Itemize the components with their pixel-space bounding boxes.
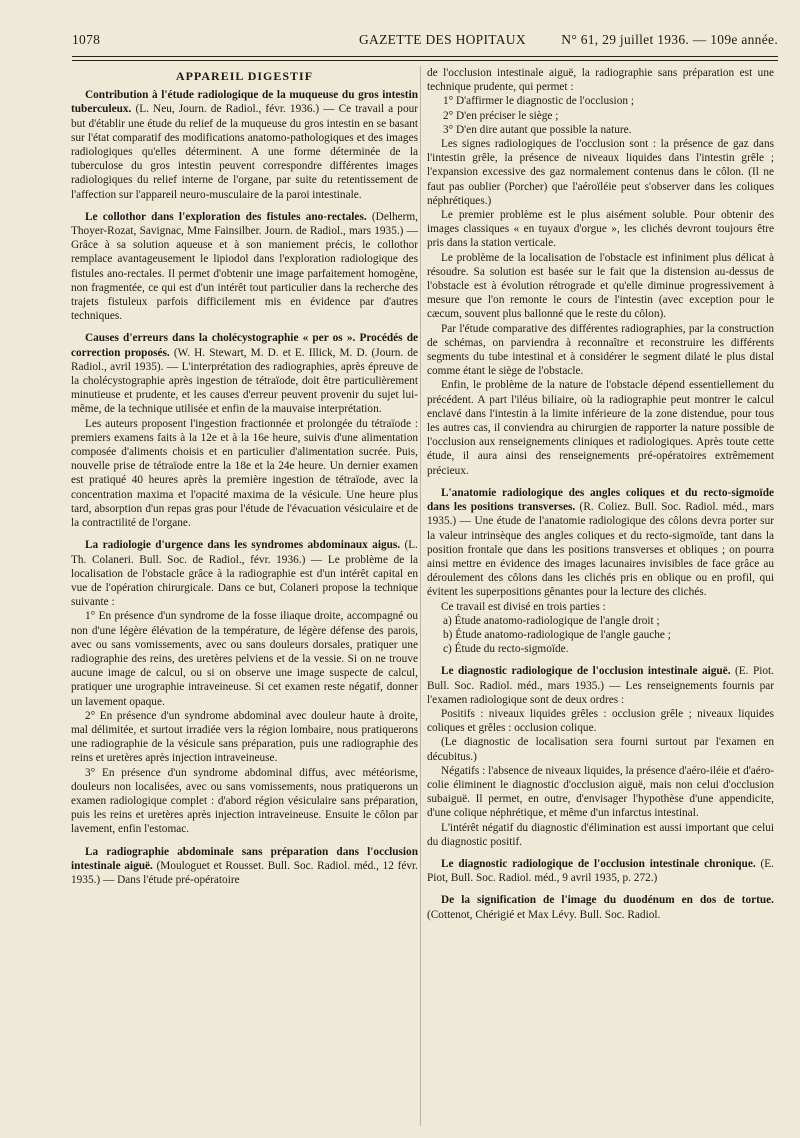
article-title: Causes d'erreurs dans la cholécystographie « per os ». Procédés de correction proposés. bbox=[71, 332, 418, 359]
body-paragraph bbox=[427, 66, 774, 94]
article-paragraph bbox=[427, 664, 774, 707]
paragraph-text: (Cottenot, Chérigié et Max Lévy. Bull. Soc. Radiol. bbox=[427, 908, 661, 921]
paragraph-text: 1° D'affirmer le diagnostic de l'occlusion ; bbox=[443, 95, 634, 108]
body-paragraph bbox=[427, 322, 774, 379]
body-paragraph bbox=[427, 735, 774, 763]
article-gap bbox=[71, 323, 418, 331]
article-title: La radiographie abdominale sans préparation dans l'occlusion intestinale aiguë. bbox=[71, 845, 418, 872]
section-title: APPAREIL DIGESTIF bbox=[175, 69, 314, 83]
running-header bbox=[72, 32, 778, 54]
paragraph-text: c) Étude du recto-sigmoïde. bbox=[443, 643, 569, 656]
left-column bbox=[71, 66, 418, 887]
paragraph-text: (W. H. Stewart, M. D. et E. Illick, M. D. (Journ. de Radiol., avril 1935). — L'interprétation des radiographies, après épreuve de la cholécystographie après ingestion de tétraïode, doit être particulièrement minutieuse et prudente, et les causes d'erreur peuvent provenir du sujet lui-même, de la technique utilisée et enfin de la mauvaise interprétation. bbox=[71, 346, 418, 416]
header-rule bbox=[72, 56, 778, 57]
article-paragraph bbox=[71, 331, 418, 416]
article-paragraph bbox=[427, 486, 774, 600]
paragraph-text: a) Étude anatomo-radiologique de l'angle droit ; bbox=[443, 614, 660, 627]
paragraph-text: (R. Coliez. Bull. Soc. Radiol. méd., mars 1935.) — Une étude de l'anatomie radiologique des côlons devra porter sur la valeur intrinsèque des angles coliques et du recto-sigmoïde, tant dans la position frontale que dans les positions transverses et obliques ; on pourra ainsi mettre en évidence des images lacunaires invisibles de face grâce au déroulement des côlons dans les clichés pris en oblique ou en profil, qui évitent les superpositions gênantes pour la lecture des clichés. bbox=[427, 501, 774, 599]
body-paragraph bbox=[71, 766, 418, 837]
article-title: De la signification de l'image du duodénum en dos de tortue. bbox=[441, 894, 774, 907]
paragraph-text: b) Étude anatomo-radiologique de l'angle gauche ; bbox=[443, 628, 671, 641]
article-title: Le collothor dans l'exploration des fistules ano-rectales. bbox=[85, 210, 367, 223]
right-column bbox=[427, 66, 774, 922]
body-paragraph bbox=[71, 609, 418, 708]
body-paragraph bbox=[427, 109, 774, 123]
body-paragraph bbox=[427, 628, 774, 642]
column-divider bbox=[420, 66, 421, 1126]
article-gap bbox=[427, 656, 774, 664]
body-paragraph bbox=[427, 208, 774, 251]
body-paragraph bbox=[427, 251, 774, 322]
article-paragraph bbox=[71, 210, 418, 324]
article-title: Contribution à l'étude radiologique de la muqueuse du gros intestin tuberculeux. bbox=[71, 89, 418, 116]
paragraph-text: Par l'étude comparative des différentes radiographies, par la construction de schémas, on parviendra à reconnaître et reconstruire les différents segments du tube intestinal et à considérer le segment dilaté le plus distal comme étant le siège de l'obstacle. bbox=[427, 322, 774, 378]
issue-info: N° 61, 29 juillet 1936. — 109e année. bbox=[561, 32, 778, 47]
paragraph-text: Les signes radiologiques de l'occlusion sont : la présence de gaz dans l'intestin grêle, la présence de niveaux liquides dans l'intestin grêle ; l'expansion excessive des gaz normalement contenus dans le côlon. (Il ne faut pas oublier (Porcher) que l'aéroïléie peut s'observer dans les coliques néphrétiques.) bbox=[427, 138, 774, 207]
body-paragraph bbox=[427, 764, 774, 821]
article-title: Le diagnostic radiologique de l'occlusion intestinale aiguë. bbox=[441, 665, 731, 678]
body-paragraph bbox=[427, 378, 774, 477]
paragraph-text: (Delherm, Thoyer-Rozat, Savignac, Mme Fainsilber. Journ. de Radiol., mars 1935.) — Grâce à sa solution aqueuse et à son maniement précis, le collothor remplace avantageusement le lipiodol dans l'exploration radiologique des fistules ano-rectales. Il permet d'obtenir une image parfaitement homogène, non fragmentée, ce qui est d'un intérêt tout particulier dans la recherche des trajets fistuleux parfois difficilement mis en évidence par d'autres techniques. bbox=[71, 210, 419, 323]
journal-title: GAZETTE DES HOPITAUX bbox=[359, 32, 526, 47]
paragraph-text: 2° En présence d'un syndrome abdominal avec douleur haute à droite, mal délimitée, et surtout irradiée vers la région lombaire, nous pratiquerons une radiographie de la vésicule sans préparation, puis une radiographie des reins et uretères après injection intraveineuse. bbox=[71, 709, 418, 765]
article-gap bbox=[71, 202, 418, 210]
article-title: Le diagnostic radiologique de l'occlusion intestinale chronique. bbox=[441, 857, 756, 870]
article-title: L'anatomie radiologique des angles coliques et du recto-sigmoïde dans les positions transverses. bbox=[427, 486, 774, 514]
body-paragraph bbox=[71, 709, 418, 766]
paragraph-text: (E. Piot, Bull. Soc. Radiol. méd., 9 avril 1935, p. 272.) bbox=[427, 857, 775, 885]
body-paragraph bbox=[427, 821, 774, 849]
paragraph-text: (Mouloguet et Rousset. Bull. Soc. Radiol. méd., 12 févr. 1935.) — Dans l'étude pré-opératoire bbox=[71, 859, 419, 886]
paragraph-text: Le premier problème est le plus aisément soluble. Pour obtenir des images classiques « en tuyaux d'orgue », les clichés devront toujours être pris dans la station verticale. bbox=[427, 209, 774, 250]
paragraph-text: (E. Piot. Bull. Soc. Radiol. méd., mars 1935.) — Les renseignements fournis par l'examen radiologique sont de deux ordres : bbox=[427, 665, 774, 706]
page-number: 1078 bbox=[72, 32, 101, 47]
body-paragraph bbox=[427, 707, 774, 735]
paragraph-text: Enfin, le problème de la nature de l'obstacle dépend essentiellement du précédent. A part l'iléus biliaire, où la radiographie peut montrer le calcul enclavé dans l'intestin à la limite inférieure de la zone distendue, pour tous les autres cas, il conviendra au chirurgien de rapporter la nature possible de l'occlusion aux renseignements cliniques et radiologiques. Après toute cette étude, il aura ainsi des renseignements pré-opératoires extrêmement précieux. bbox=[427, 379, 774, 477]
body-paragraph bbox=[71, 417, 418, 531]
article-paragraph bbox=[71, 538, 418, 609]
paragraph-text: L'intérêt négatif du diagnostic d'élimination est aussi important que celui du diagnostic positif. bbox=[427, 821, 774, 848]
paragraph-text: 1° En présence d'un syndrome de la fosse iliaque droite, accompagné ou non d'une légère élévation de la température, de légère défense des parois, avec ou sans vomissements, avec ou sans douleurs dorsales, pratiquer une radiographie des reins, des uretères pelviens et de la vessie. Si on ne trouve aucune image de calcul, ou si on observe une image suspecte de calcul, pratiquer une urographie intraveineuse. Si cet examen reste négatif, donner un lavement opaque. bbox=[71, 610, 418, 708]
paragraph-text: Le problème de la localisation de l'obstacle est infiniment plus délicat à résoudre. Sa solution est basée sur le fait que la distension au-dessus de l'obstacle est à évolution rétrograde et qu'elle diminue progressivement à mesure que l'on remonte le cours de l'intestin (avec exception pour le cæcum, souvent plus ballonné que le reste du côlon). bbox=[427, 251, 774, 321]
paragraph-text: (L. Neu, Journ. de Radiol., févr. 1936.) — Ce travail a pour but d'établir une étude du relief de la muqueuse du gros intestin en se basant sur l'état comparatif des modifications anatomo-pathologiques et des images radiologiques qu'elles déterminent. A une forme déterminée de la tuberculose du gros intestin peuvent correspondre différentes images radiologiques du relief interne de l'organe, par suite du retentissement de l'affection sur l'appareil neuro-musculaire de la paroi intestinale. bbox=[71, 103, 418, 201]
body-paragraph bbox=[427, 123, 774, 137]
article-title: La radiologie d'urgence dans les syndromes abdominaux aigus. bbox=[85, 539, 401, 552]
paragraph-text: Négatifs : l'absence de niveaux liquides, la présence d'aéro-iléie et d'aéro-colie éliminent le diagnostic d'occlusion aiguë, mais non celui d'occlusion subaiguë. Il permet, en outre, d'envisager l'hypothèse d'une appendicite, d'une colique néphrétique, et même d'un infarctus intestinal. bbox=[427, 764, 774, 820]
paragraph-text: de l'occlusion intestinale aiguë, la radiographie sans préparation est une technique prudente, qui permet : bbox=[427, 67, 774, 94]
paragraph-text: (L. Th. Colaneri. Bull. Soc. de Radiol., févr. 1936.) — Le problème de la localisation de l'obstacle grâce à la radiographie est d'un intérêt capital en vue de l'opération chirurgicale. Dans ce but, Colaneri propose la technique suivante : bbox=[71, 539, 418, 609]
article-gap bbox=[71, 530, 418, 538]
paragraph-text: 3° En présence d'un syndrome abdominal diffus, avec météorisme, douleurs non localisées, avec ou sans vomissements, nous pratiquerons un examen radiologique complet : d'abord région vésiculaire sans préparation, puis les reins et uretères après injection intraveineuse. Ensuite le côlon par lavement, enfin l'estomac. bbox=[71, 766, 418, 836]
paragraph-text: Ce travail est divisé en trois parties : bbox=[441, 600, 606, 613]
article-gap bbox=[427, 885, 774, 893]
article-paragraph bbox=[71, 845, 418, 888]
paragraph-text: 2° D'en préciser le siège ; bbox=[443, 109, 559, 122]
body-paragraph bbox=[427, 137, 774, 208]
article-paragraph bbox=[427, 893, 774, 921]
paragraph-text: 3° D'en dire autant que possible la nature. bbox=[443, 123, 632, 136]
body-paragraph bbox=[427, 94, 774, 108]
article-gap bbox=[71, 837, 418, 845]
paragraph-text: Positifs : niveaux liquides grêles : occlusion grêle ; niveaux liquides coliques et grêles : occlusion colique. bbox=[427, 707, 774, 735]
article-gap bbox=[427, 849, 774, 857]
body-paragraph bbox=[427, 642, 774, 656]
body-paragraph bbox=[427, 600, 774, 614]
paragraph-text: (Le diagnostic de localisation sera fourni surtout par l'examen en décubitus.) bbox=[427, 736, 774, 763]
article-paragraph bbox=[427, 857, 774, 885]
header-rule-thin bbox=[72, 60, 778, 61]
body-paragraph bbox=[427, 614, 774, 628]
article-gap bbox=[427, 478, 774, 486]
article-paragraph bbox=[71, 88, 418, 202]
paragraph-text: Les auteurs proposent l'ingestion fractionnée et prolongée du tétraïode : premiers examens faits à la 12e et à la 16e heure, suivis d'une alimentation composée d'aliments choisis et en particulier d'alimentation sucrée. Puis, nouvelle prise de tétraïode entre la 18e et la 24e heure. Un dernier examen est pratiqué 40 heures après la première ingestion de tétraïode, avec la concentration maxima et l'opacité maxima de la vésicule. Une heure plus tard, absorption d'un repas gras pour l'étude de l'évacuation vésiculaire et de la contractilité de l'organe. bbox=[71, 417, 418, 530]
